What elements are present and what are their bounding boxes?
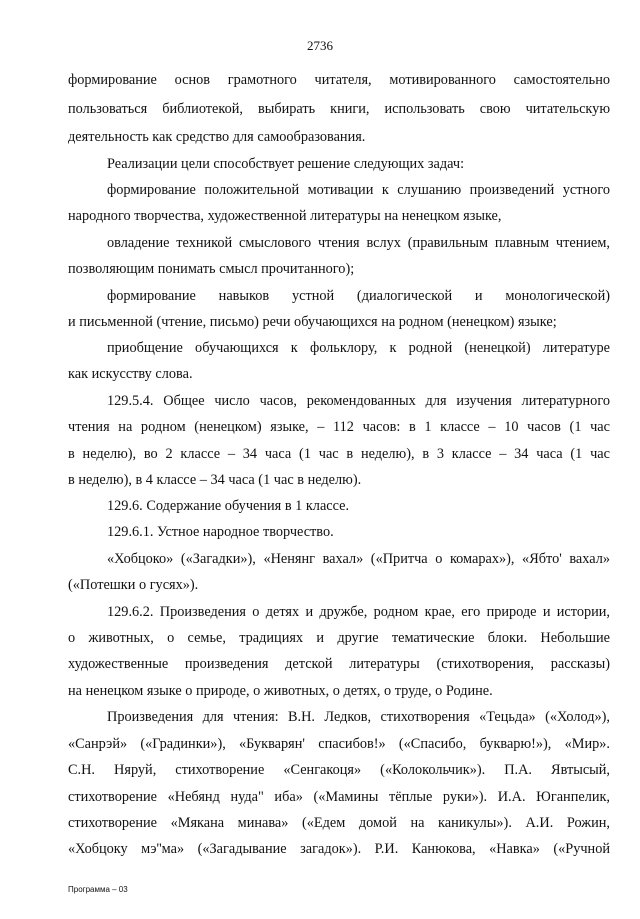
text-line: 129.5.4. Общее число часов, рекомендованных для изучения литературного bbox=[107, 393, 610, 409]
text-line: о животных, о семье, традициях и другие тематические блоки. Небольшие bbox=[68, 630, 610, 646]
text-line: «Хобцоку мэ''ма» («Загадывание загадок»). Р.И. Канюкова, «Навка» («Ручной bbox=[68, 841, 610, 857]
text-line: «Санрэй» («Градинки»), «Букварян' спасибов!» («Спасибо, букварю!»), «Мир». bbox=[68, 736, 610, 752]
text-line: на ненецком языке о природе, о животных, о детях, о труде, о Родине. bbox=[68, 683, 493, 699]
text-line: Реализации цели способствует решение следующих задач: bbox=[107, 156, 465, 172]
text-line: «Хобцоко» («Загадки»), «Ненянг вахал» («Притча о комарах»), «Ябто' вахал» bbox=[107, 551, 610, 567]
text-line: стихотворение «Небянд нуда" иба» («Мамины тёплые руки»). И.А. Юганпелик, bbox=[68, 789, 610, 805]
text-line: чтения на родном (ненецком) языке, – 112 часов: в 1 классе – 10 часов (1 час bbox=[68, 419, 610, 435]
text-line: овладение техникой смыслового чтения вслух (правильным плавным чтением, bbox=[107, 235, 610, 251]
footer-label: Программа – 03 bbox=[68, 885, 128, 894]
text-line: в неделю), во 2 классе – 34 часа (1 час в неделю), в 3 классе – 34 часа (1 час bbox=[68, 446, 610, 462]
text-line: и письменной (чтение, письмо) речи обучающихся на родном (ненецком) языке; bbox=[68, 314, 557, 330]
text-line: приобщение обучающихся к фольклору, к родной (ненецкой) литературе bbox=[107, 340, 610, 356]
text-line: 129.6.1. Устное народное творчество. bbox=[107, 524, 334, 540]
text-line: формирование основ грамотного читателя, мотивированного самостоятельно bbox=[68, 72, 610, 88]
text-line: художественные произведения детской литературы (стихотворения, рассказы) bbox=[68, 656, 610, 672]
text-line: 129.6.2. Произведения о детях и дружбе, родном крае, его природе и истории, bbox=[107, 604, 610, 620]
text-line: С.Н. Няруй, стихотворение «Сенгакоця» («Колокольчик»). П.А. Явтысый, bbox=[68, 762, 610, 778]
text-line: («Потешки о гусях»). bbox=[68, 577, 199, 593]
text-line: стихотворение «Мякана минава» («Едем домой на каникулы»). А.И. Рожин, bbox=[68, 815, 610, 831]
text-line: позволяющим понимать смысл прочитанного); bbox=[68, 261, 355, 277]
text-line: Произведения для чтения: В.Н. Ледков, стихотворения «Тецьда» («Холод»), bbox=[107, 709, 610, 725]
text-line: формирование навыков устной (диалогической и монологической) bbox=[107, 288, 610, 304]
text-line: 129.6. Содержание обучения в 1 классе. bbox=[107, 498, 350, 514]
text-line: в неделю), в 4 классе – 34 часа (1 час в неделю). bbox=[68, 472, 362, 488]
text-line: деятельность как средство для самообразования. bbox=[68, 129, 366, 145]
text-line: народного творчества, художественной литературы на ненецком языке, bbox=[68, 208, 502, 224]
text-line: формирование положительной мотивации к слушанию произведений устного bbox=[107, 182, 610, 198]
text-line: как искусству слова. bbox=[68, 366, 193, 382]
page-number: 2736 bbox=[307, 38, 333, 53]
text-line: пользоваться библиотекой, выбирать книги, использовать свою читательскую bbox=[68, 101, 610, 117]
